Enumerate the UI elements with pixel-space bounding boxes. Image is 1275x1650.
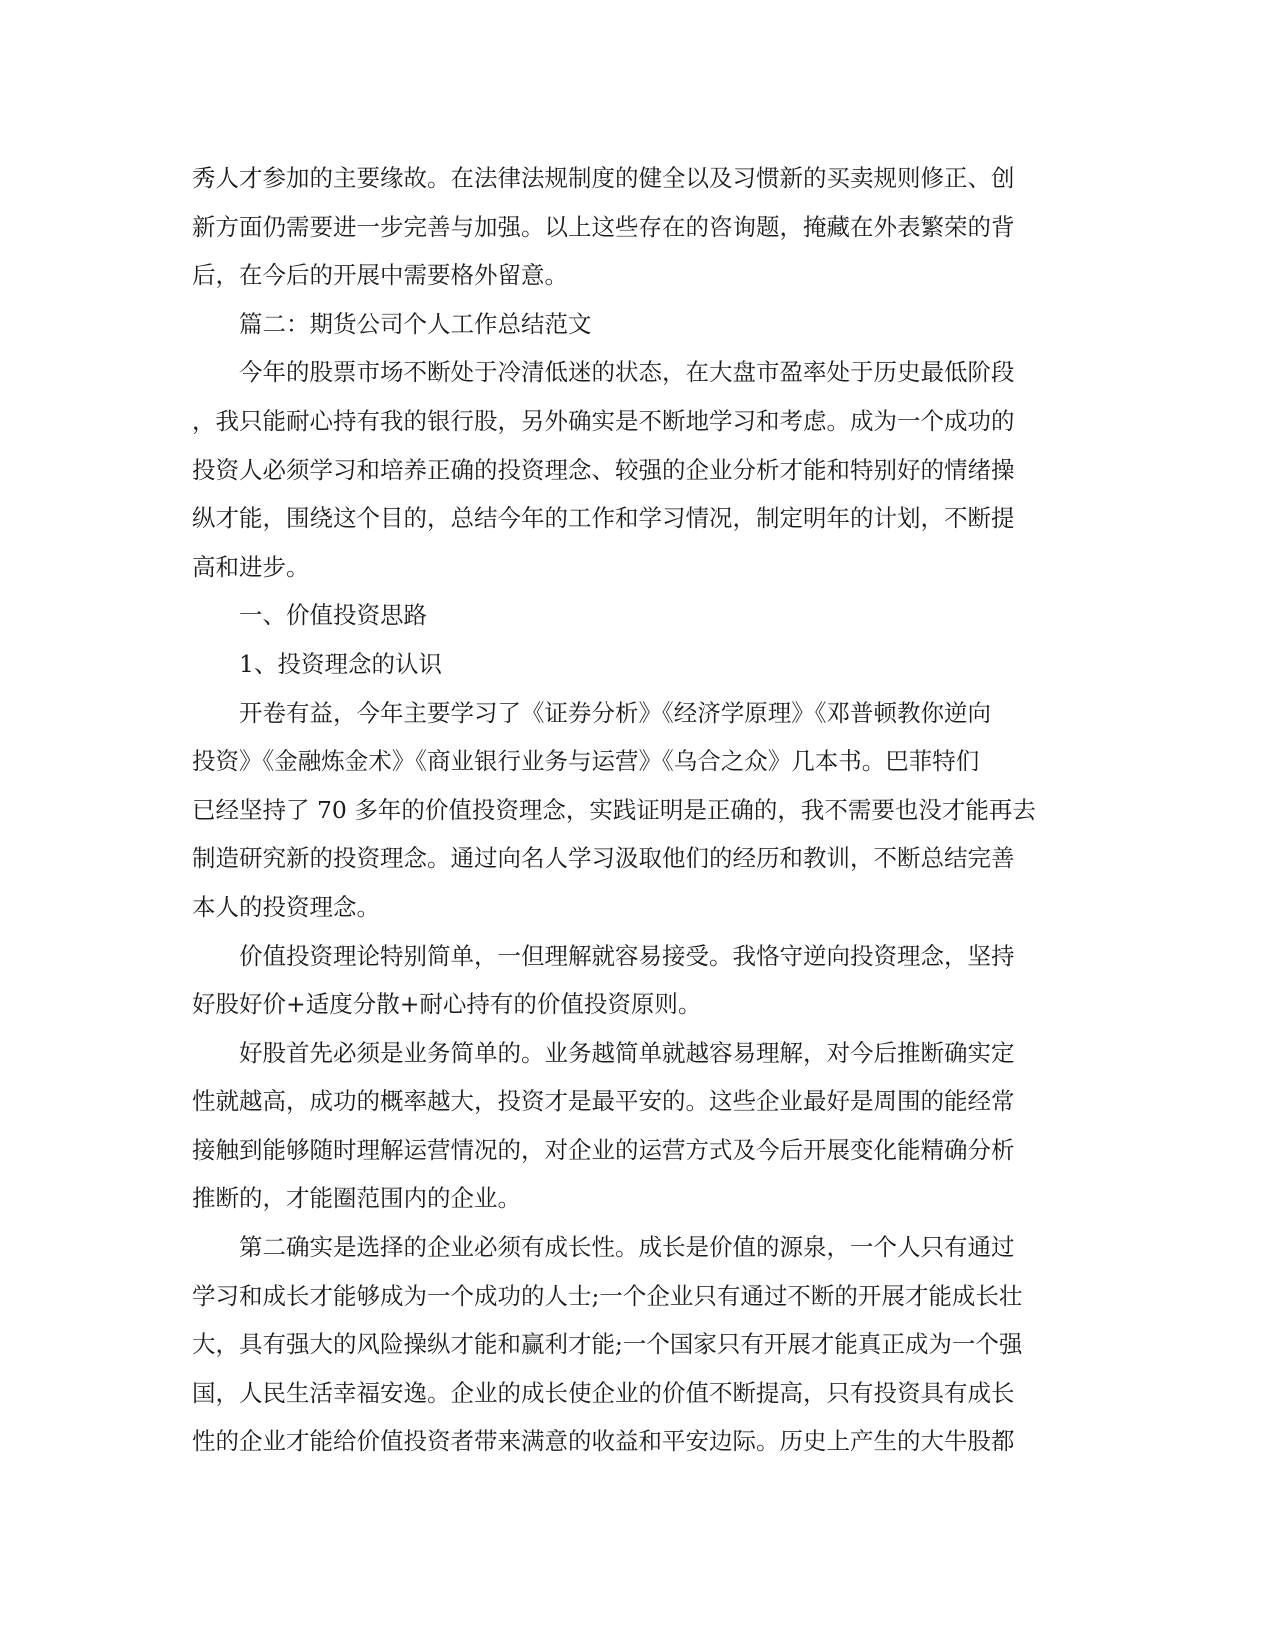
text-line: 制造研究新的投资理念。通过向名人学习汲取他们的经历和教训，不断总结完善 bbox=[192, 844, 1015, 873]
text-line: 好股好价+适度分散+耐心持有的价值投资原则。 bbox=[192, 990, 702, 1019]
text-line: 已经坚持了 70 多年的价值投资理念，实践证明是正确的，我不需要也没才能再去 bbox=[192, 795, 1036, 824]
text-line: 性的企业才能给价值投资者带来满意的收益和平安边际。历史上产生的大牛股都 bbox=[192, 1427, 1015, 1456]
text-line: 学习和成长才能够成为一个成功的人士;一个企业只有通过不断的开展才能成长壮 bbox=[192, 1281, 1023, 1310]
text-line: 性就越高，成功的概率越大，投资才是最平安的。这些企业最好是周围的能经常 bbox=[192, 1087, 1015, 1116]
text-line: 推断的，才能圈范围内的企业。 bbox=[192, 1184, 521, 1213]
text-line: 后，在今后的开展中需要格外留意。 bbox=[192, 261, 568, 290]
text-line: 第二确实是选择的企业必须有成长性。成长是价值的源泉，一个人只有通过 bbox=[239, 1233, 1015, 1262]
text-line: 今年的股票市场不断处于冷清低迷的状态，在大盘市盈率处于历史最低阶段 bbox=[239, 358, 1015, 387]
text-line: 本人的投资理念。 bbox=[192, 892, 380, 921]
text-line: 秀人才参加的主要缘故。在法律法规制度的健全以及习惯新的买卖规则修正、创 bbox=[192, 164, 1015, 192]
text-line: 纵才能，围绕这个目的，总结今年的工作和学习情况，制定明年的计划，不断提 bbox=[192, 504, 1015, 533]
text-line: 好股首先必须是业务简单的。业务越简单就越容易理解，对今后推断确实定 bbox=[239, 1038, 1015, 1067]
subsection-heading: 1、投资理念的认识 bbox=[239, 649, 442, 678]
text-line: 大，具有强大的风险操纵才能和赢利才能;一个国家只有开展才能真正成为一个强 bbox=[192, 1330, 1023, 1359]
text-line: 高和进步。 bbox=[192, 552, 310, 581]
section-heading: 一、价值投资思路 bbox=[239, 601, 427, 630]
text-line: 国，人民生活幸福安逸。企业的成长使企业的价值不断提高，只有投资具有成长 bbox=[192, 1378, 1015, 1407]
text-line: ，我只能耐心持有我的银行股，另外确实是不断地学习和考虑。成为一个成功的 bbox=[192, 406, 1015, 435]
text-line: 投资》《金融炼金术》《商业银行业务与运营》《乌合之众》几本书。巴菲特们 bbox=[192, 747, 980, 776]
text-line: 开卷有益，今年主要学习了《证券分析》《经济学原理》《邓普顿教你逆向 bbox=[239, 698, 991, 727]
text-line: 新方面仍需要进一步完善与加强。以上这些存在的咨询题，掩藏在外表繁荣的背 bbox=[192, 212, 1015, 241]
document-page bbox=[192, 154, 1082, 1466]
text-line: 投资人必须学习和培养正确的投资理念、较强的企业分析才能和特别好的情绪操 bbox=[192, 455, 1015, 484]
text-line: 接触到能够随时理解运营情况的，对企业的运营方式及今后开展变化能精确分析 bbox=[192, 1135, 1015, 1164]
text-line: 价值投资理论特别简单，一但理解就容易接受。我恪守逆向投资理念，坚持 bbox=[239, 941, 1015, 970]
section-heading: 篇二：期货公司个人工作总结范文 bbox=[239, 309, 592, 338]
